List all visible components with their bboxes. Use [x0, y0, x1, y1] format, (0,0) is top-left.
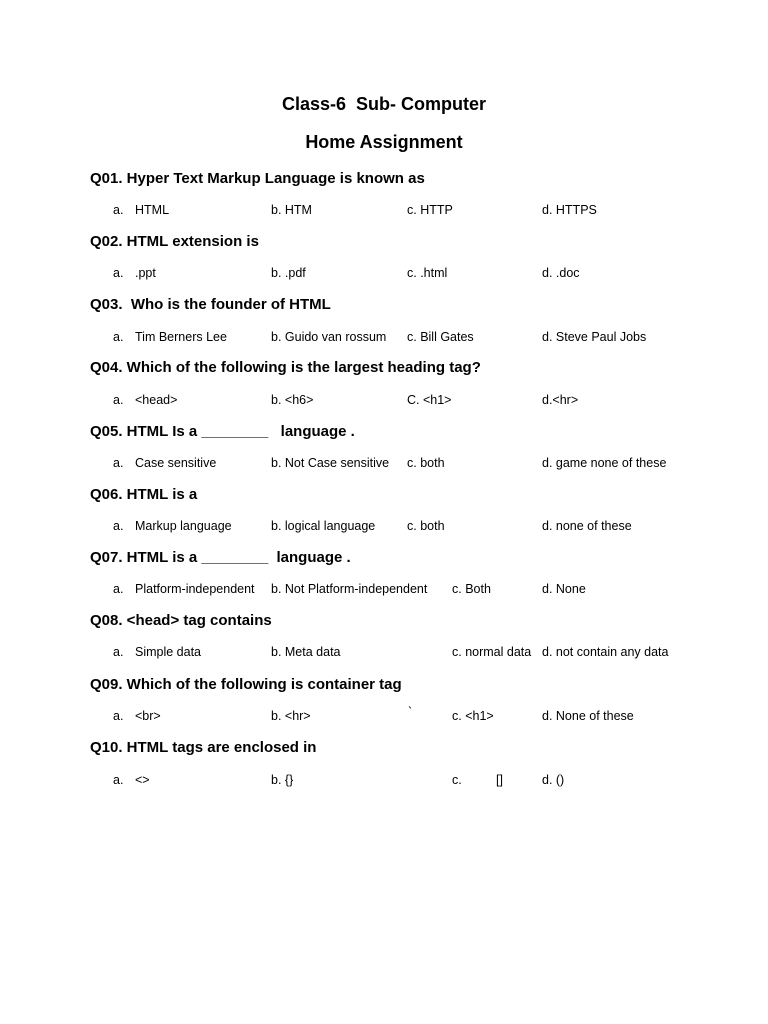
stray-mark: `: [408, 705, 413, 719]
question-text: Q05. HTML Is a ________ language .: [90, 423, 355, 440]
question-text: Q03. Who is the founder of HTML: [90, 296, 331, 313]
option-marker: a.: [113, 773, 124, 787]
question-7: [0, 549, 768, 609]
option-a: HTML: [135, 203, 170, 217]
question-3: [0, 296, 768, 356]
option-a: Simple data: [135, 645, 202, 659]
option-b: b. {}: [271, 773, 294, 787]
option-a: Case sensitive: [135, 456, 217, 470]
option-marker: a.: [113, 519, 124, 533]
option-c: c. <h1>: [452, 709, 494, 723]
option-marker: a.: [113, 393, 124, 407]
option-d: d. none of these: [542, 519, 632, 533]
option-b: b. <hr>: [271, 709, 311, 723]
document-title: Class-6 Sub- Computer: [281, 94, 487, 114]
option-c: c. Both: [452, 582, 491, 596]
option-d: d. not contain any data: [542, 645, 669, 659]
option-a: Tim Berners Lee: [135, 330, 227, 344]
option-a: Platform-independent: [135, 582, 255, 596]
option-c: c. Bill Gates: [407, 330, 474, 344]
question-text: Q06. HTML is a: [90, 486, 198, 503]
option-b: b. HTM: [271, 203, 312, 217]
option-c: c. normal data: [452, 645, 532, 659]
document-subtitle: Home Assignment: [305, 132, 463, 152]
option-c: c. both: [407, 519, 445, 533]
question-6: [0, 486, 768, 546]
option-d: d. .doc: [542, 266, 580, 280]
option-b: b. Guido van rossum: [271, 330, 387, 344]
question-text: Q09. Which of the following is container tag: [90, 676, 402, 693]
option-c: []: [496, 773, 503, 787]
question-text: Q02. HTML extension is: [90, 233, 259, 250]
option-b: b. Meta data: [271, 645, 341, 659]
question-5: [0, 423, 768, 483]
option-d: d. None of these: [542, 709, 634, 723]
option-c: c. .html: [407, 266, 448, 280]
option-d: d. game none of these: [542, 456, 667, 470]
option-a: <head>: [135, 393, 178, 407]
question-10: [0, 739, 768, 799]
option-b: b. Not Case sensitive: [271, 456, 390, 470]
option-d: d.<hr>: [542, 393, 579, 407]
option-marker: a.: [113, 582, 124, 596]
option-d: d. Steve Paul Jobs: [542, 330, 647, 344]
option-b: b. <h6>: [271, 393, 314, 407]
option-b: b. Not Platform-independent: [271, 582, 428, 596]
question-text: Q07. HTML is a ________ language .: [90, 549, 351, 566]
option-c-label: c.: [452, 773, 462, 787]
option-marker: a.: [113, 456, 124, 470]
question-text: Q10. HTML tags are enclosed in: [90, 739, 317, 756]
option-c: C. <h1>: [407, 393, 452, 407]
question-9: [0, 676, 768, 736]
option-b: b. .pdf: [271, 266, 306, 280]
option-c: c. HTTP: [407, 203, 453, 217]
option-a: .ppt: [135, 266, 156, 280]
option-marker: a.: [113, 645, 124, 659]
question-4: [0, 359, 768, 419]
option-marker: a.: [113, 266, 124, 280]
option-d: d. None: [542, 582, 586, 596]
option-marker: a.: [113, 330, 124, 344]
question-text: Q04. Which of the following is the largest heading tag?: [90, 359, 481, 376]
question-text: Q01. Hyper Text Markup Language is known as: [90, 170, 425, 187]
option-a: <>: [135, 773, 150, 787]
option-c: c. both: [407, 456, 445, 470]
question-8: [0, 612, 768, 672]
option-marker: a.: [113, 203, 124, 217]
option-a: Markup language: [135, 519, 232, 533]
option-d: d. (): [542, 773, 565, 787]
option-b: b. logical language: [271, 519, 376, 533]
question-1: [0, 170, 768, 230]
question-text: Q08. <head> tag contains: [90, 612, 272, 629]
option-a: <br>: [135, 709, 161, 723]
option-marker: a.: [113, 709, 124, 723]
option-d: d. HTTPS: [542, 203, 597, 217]
question-2: [0, 233, 768, 293]
